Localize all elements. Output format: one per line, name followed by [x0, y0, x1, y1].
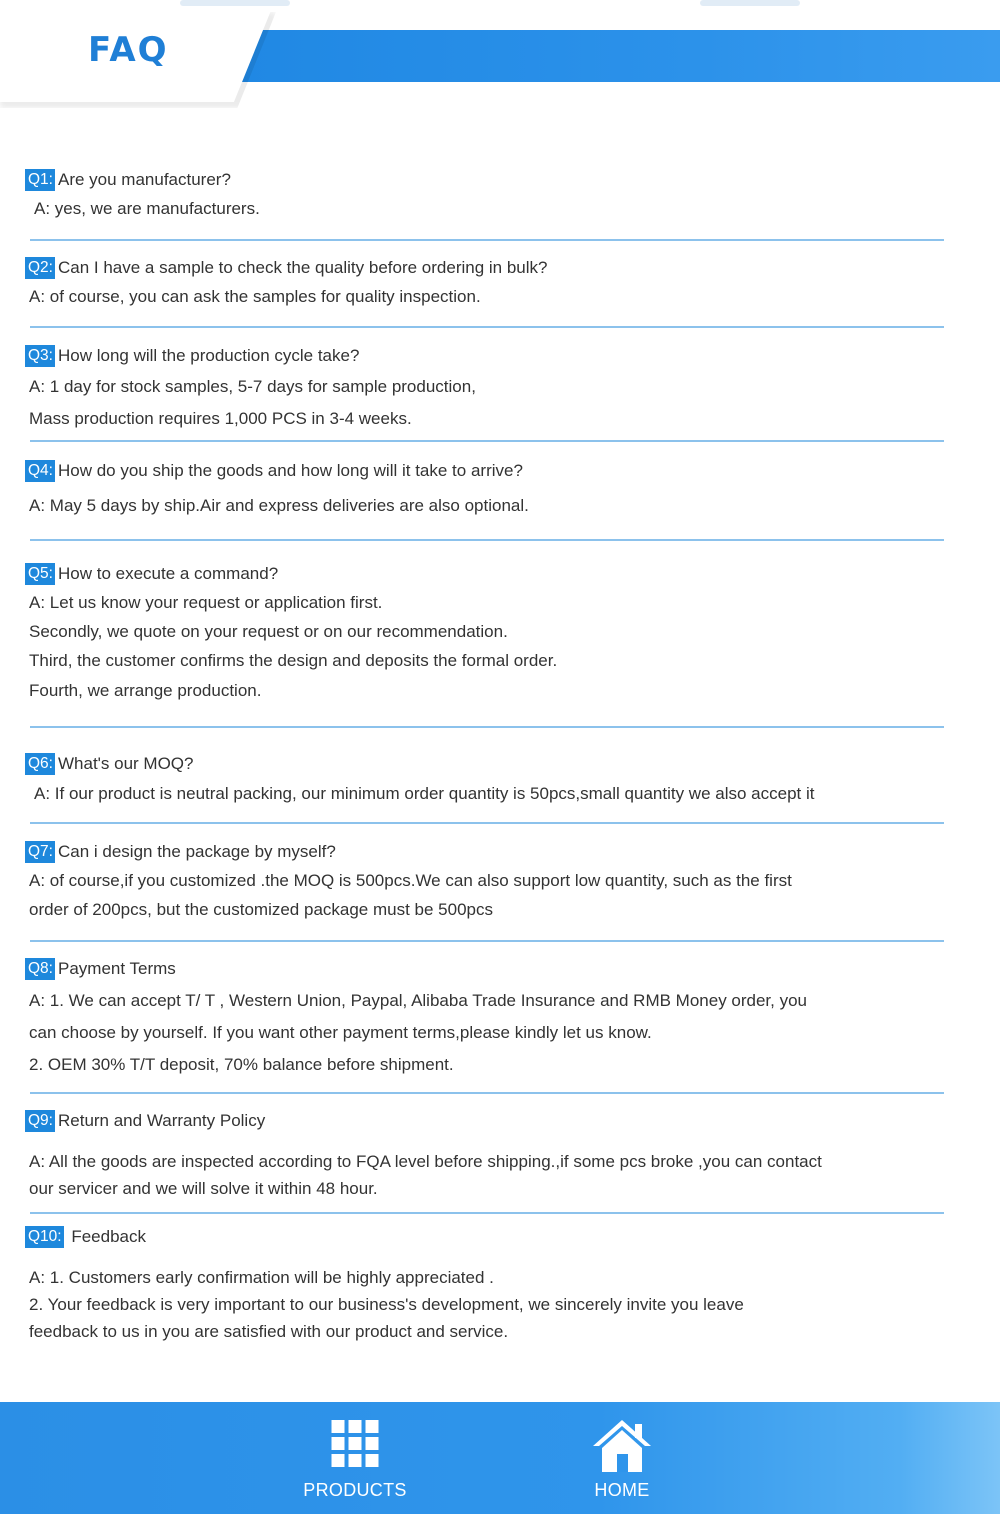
answer-text: A: 1. Customers early confirmation will be highly appreciated .: [29, 1268, 494, 1287]
question-text: Return and Warranty Policy: [57, 1111, 266, 1130]
question-text: Feedback: [66, 1227, 146, 1246]
question-number-badge: Q1:: [25, 169, 55, 191]
footer-nav: [0, 1402, 1000, 1514]
question-number-badge: Q4:: [25, 460, 55, 482]
question-text: Can i design the package by myself?: [57, 842, 336, 861]
page-title: FAQ: [88, 30, 169, 70]
home-icon: [591, 1418, 653, 1479]
answer-text: A: yes, we are manufacturers.: [34, 199, 260, 218]
answer-text: Secondly, we quote on your request or on our recommendation.: [29, 622, 508, 641]
divider: [30, 726, 944, 728]
answer-text: our servicer and we will solve it within 48 hour.: [29, 1179, 378, 1198]
answer-text: A: 1. We can accept T/ T , Western Union, Paypal, Alibaba Trade Insurance and RMB Money order, you: [29, 991, 808, 1010]
question-number-badge: Q3:: [25, 345, 55, 367]
divider: [30, 940, 944, 942]
decorative-accent: [700, 0, 800, 6]
divider: [30, 822, 944, 824]
answer-text: 2. OEM 30% T/T deposit, 70% balance before shipment.: [29, 1055, 454, 1074]
answer-text: A: Let us know your request or application first.: [29, 593, 383, 612]
question-text: How do you ship the goods and how long will it take to arrive?: [57, 461, 523, 480]
question-number-badge: Q8:: [25, 958, 55, 980]
question-row: [25, 257, 548, 279]
question-text: Payment Terms: [57, 959, 176, 978]
products-label: PRODUCTS: [303, 1480, 407, 1500]
question-row: [25, 563, 278, 585]
answer-text: A: 1 day for stock samples, 5-7 days for sample production,: [29, 377, 476, 396]
answer-text: feedback to us in you are satisfied with our product and service.: [29, 1322, 509, 1341]
answer-text: Fourth, we arrange production.: [29, 681, 262, 700]
question-number-badge: Q9:: [25, 1110, 55, 1132]
divider: [30, 539, 944, 541]
question-text: How to execute a command?: [57, 564, 279, 583]
grid-icon: [332, 1420, 379, 1467]
products-button[interactable]: [255, 1402, 455, 1514]
question-row: [25, 1226, 146, 1248]
answer-text: A: May 5 days by ship.Air and express deliveries are also optional.: [29, 496, 529, 515]
question-number-badge: Q6:: [25, 753, 55, 775]
question-row: [25, 958, 176, 980]
question-number-badge: Q7:: [25, 841, 55, 863]
answer-text: A: of course, you can ask the samples for quality inspection.: [29, 287, 481, 306]
question-number-badge: Q2:: [25, 257, 55, 279]
answer-text: A: If our product is neutral packing, our minimum order quantity is 50pcs,small quantity we also accept it: [34, 784, 815, 803]
home-label: HOME: [594, 1480, 650, 1500]
page-header: [0, 0, 1000, 120]
question-text: How long will the production cycle take?: [57, 346, 360, 365]
question-row: [25, 460, 523, 482]
divider: [30, 239, 944, 241]
question-row: [25, 841, 336, 863]
question-text: Are you manufacturer?: [57, 170, 231, 189]
answer-text: order of 200pcs, but the customized package must be 500pcs: [29, 900, 493, 919]
divider: [30, 326, 944, 328]
question-row: [25, 753, 194, 775]
answer-text: Third, the customer confirms the design and deposits the formal order.: [29, 651, 558, 670]
question-text: What's our MOQ?: [57, 754, 194, 773]
question-number-badge: Q5:: [25, 563, 55, 585]
home-button[interactable]: [522, 1402, 722, 1514]
answer-text: 2. Your feedback is very important to our business's development, we sincerely invite you leave: [29, 1295, 744, 1314]
divider: [30, 440, 944, 442]
question-row: [25, 1110, 265, 1132]
divider: [30, 1212, 944, 1214]
answer-text: A: All the goods are inspected according to FQA level before shipping.,if some pcs broke ,you can contact: [29, 1152, 822, 1171]
answer-text: can choose by yourself. If you want other payment terms,please kindly let us know.: [29, 1023, 652, 1042]
answer-text: Mass production requires 1,000 PCS in 3-4 weeks.: [29, 409, 412, 428]
divider: [30, 1092, 944, 1094]
question-text: Can I have a sample to check the quality before ordering in bulk?: [57, 258, 548, 277]
question-number-badge: Q10:: [25, 1226, 64, 1248]
decorative-accent: [180, 0, 290, 6]
question-row: [25, 169, 231, 191]
question-row: [25, 345, 359, 367]
answer-text: A: of course,if you customized .the MOQ is 500pcs.We can also support low quantity, such as the first: [29, 871, 792, 890]
